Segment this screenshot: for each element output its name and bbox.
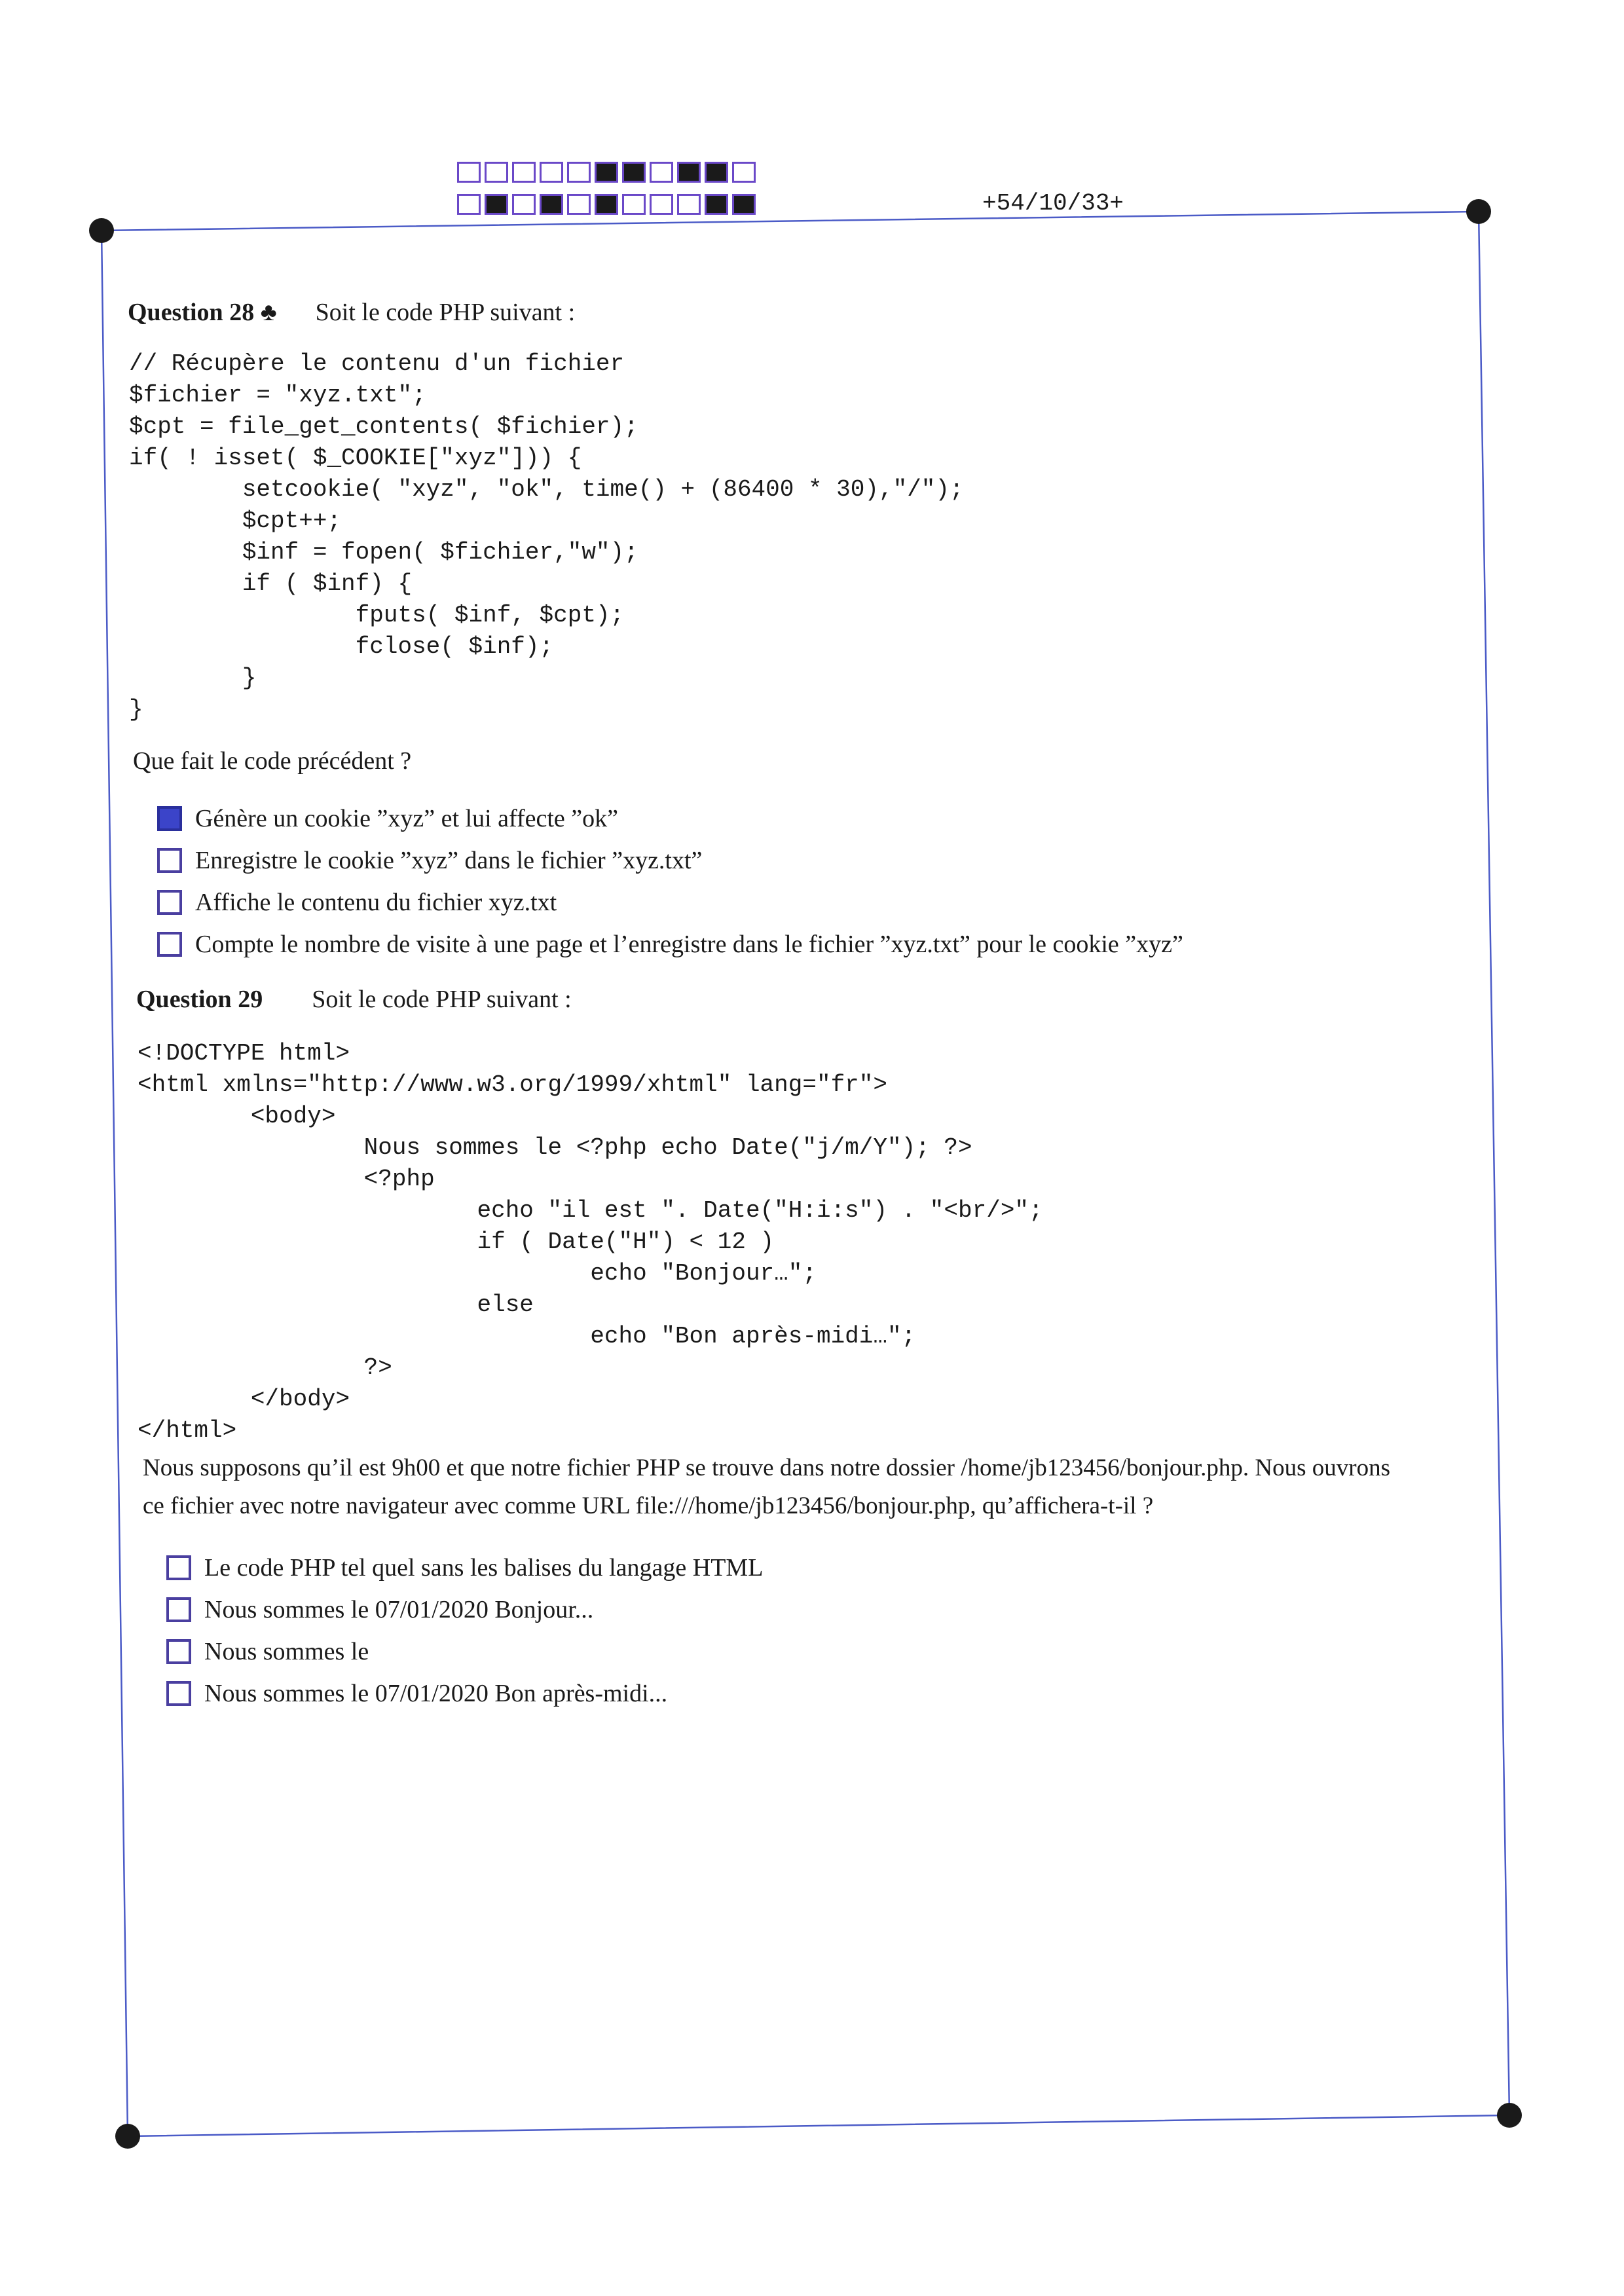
code-line: <body> <box>138 1103 336 1130</box>
answer-label: Le code PHP tel quel sans les balises du langage HTML <box>204 1554 764 1582</box>
code-line: else <box>138 1291 534 1318</box>
id-cell <box>650 162 673 183</box>
code-line: if ( $inf) { <box>129 570 413 597</box>
id-cell <box>705 194 728 215</box>
code-line: ?> <box>138 1354 392 1381</box>
question-28-code <box>129 348 964 726</box>
id-box-row-1 <box>457 162 760 186</box>
id-cell <box>677 162 701 183</box>
question-28-intro: Soit le code PHP suivant : <box>315 299 576 326</box>
id-cell <box>677 194 701 215</box>
checkbox[interactable] <box>166 1639 191 1664</box>
id-cell <box>457 194 481 215</box>
answer-label: Affiche le contenu du fichier xyz.txt <box>195 889 557 916</box>
question-29-answers <box>166 1547 763 1714</box>
answer-label: Nous sommes le 07/01/2020 Bonjour... <box>204 1596 594 1623</box>
checkbox[interactable] <box>157 932 182 957</box>
answer-option[interactable] <box>166 1589 763 1631</box>
code-line: echo "Bon après-midi…"; <box>138 1323 916 1350</box>
code-line: </body> <box>138 1386 350 1413</box>
question-29-title: Question 29 <box>136 986 263 1013</box>
id-cell <box>622 194 646 215</box>
answer-option[interactable] <box>157 923 1183 965</box>
question-29-question-line-2: ce fichier avec notre navigateur avec comme URL file:///home/jb123456/bonjour.php, qu’affichera-t-il ? <box>143 1492 1154 1519</box>
code-line: <html xmlns="http://www.w3.org/1999/xhtml" lang="fr"> <box>138 1071 887 1098</box>
question-28-answers <box>157 798 1183 965</box>
question-29-intro: Soit le code PHP suivant : <box>312 986 572 1013</box>
code-line: // Récupère le contenu d'un fichier <box>129 350 625 377</box>
answer-option[interactable] <box>166 1631 763 1673</box>
id-cell <box>732 162 756 183</box>
corner-mark-bottom-right <box>1497 2103 1522 2128</box>
answer-label: Nous sommes le <box>204 1638 369 1665</box>
code-line: fclose( $inf); <box>129 633 554 660</box>
code-line: $cpt = file_get_contents( $fichier); <box>129 413 638 440</box>
code-line: Nous sommes le <?php echo Date("j/m/Y"); ?> <box>138 1134 972 1161</box>
checked-checkbox[interactable] <box>157 806 182 831</box>
code-line: echo "il est ". Date("H:i:s") . "<br/>"; <box>138 1197 1043 1224</box>
code-line: fputs( $inf, $cpt); <box>129 602 625 629</box>
page-code: +54/10/33+ <box>982 190 1124 217</box>
code-line: $inf = fopen( $fichier,"w"); <box>129 539 638 566</box>
answer-label: Nous sommes le 07/01/2020 Bon après-midi... <box>204 1680 668 1707</box>
id-cell <box>595 162 618 183</box>
answer-label: Compte le nombre de visite à une page et l’enregistre dans le fichier ”xyz.txt” pour le cookie ”xyz” <box>195 931 1183 958</box>
answer-option[interactable] <box>157 798 1183 840</box>
corner-mark-top-left <box>89 218 114 243</box>
code-line: echo "Bonjour…"; <box>138 1260 817 1287</box>
code-line: $fichier = "xyz.txt"; <box>129 382 426 409</box>
id-cell <box>705 162 728 183</box>
id-cell <box>595 194 618 215</box>
id-cell <box>540 162 563 183</box>
answer-label: Enregistre le cookie ”xyz” dans le fichier ”xyz.txt” <box>195 847 703 874</box>
id-cell <box>485 162 508 183</box>
id-cell <box>540 194 563 215</box>
question-28-question: Que fait le code précédent ? <box>133 747 412 775</box>
code-line: </html> <box>138 1417 237 1444</box>
id-cell <box>650 194 673 215</box>
code-line: } <box>129 696 143 723</box>
code-line: <?php <box>138 1166 435 1193</box>
id-cell <box>457 162 481 183</box>
checkbox[interactable] <box>166 1681 191 1706</box>
id-cell <box>512 162 536 183</box>
question-29-code <box>138 1038 1043 1447</box>
checkbox[interactable] <box>166 1597 191 1622</box>
code-line: $cpt++; <box>129 508 342 534</box>
id-cell <box>512 194 536 215</box>
answer-option[interactable] <box>166 1547 763 1589</box>
code-line: setcookie( "xyz", "ok", time() + (86400 * 30),"/"); <box>129 476 964 503</box>
question-28-header <box>128 298 575 327</box>
id-box-row-2 <box>457 194 760 218</box>
code-line: } <box>129 665 257 692</box>
answer-option[interactable] <box>166 1673 763 1714</box>
code-line: if( ! isset( $_COOKIE["xyz"])) { <box>129 445 582 472</box>
answer-option[interactable] <box>157 840 1183 881</box>
corner-mark-bottom-left <box>115 2124 140 2149</box>
question-29-header <box>136 985 572 1014</box>
id-cell <box>732 194 756 215</box>
answer-label: Génère un cookie ”xyz” et lui affecte ”ok” <box>195 805 618 832</box>
id-cell <box>567 194 591 215</box>
checkbox[interactable] <box>157 848 182 873</box>
id-cell <box>485 194 508 215</box>
checkbox[interactable] <box>157 890 182 915</box>
question-28-title: Question 28 ♣ <box>128 299 277 326</box>
code-line: <!DOCTYPE html> <box>138 1040 350 1067</box>
id-cell <box>622 162 646 183</box>
checkbox[interactable] <box>166 1555 191 1580</box>
corner-mark-top-right <box>1466 199 1491 224</box>
id-cell <box>567 162 591 183</box>
question-29-question-line-1: Nous supposons qu’il est 9h00 et que notre fichier PHP se trouve dans notre dossier /home/jb123456/bonjour.php. Nous ouvrons <box>143 1454 1390 1481</box>
code-line: if ( Date("H") < 12 ) <box>138 1229 775 1255</box>
answer-option[interactable] <box>157 881 1183 923</box>
